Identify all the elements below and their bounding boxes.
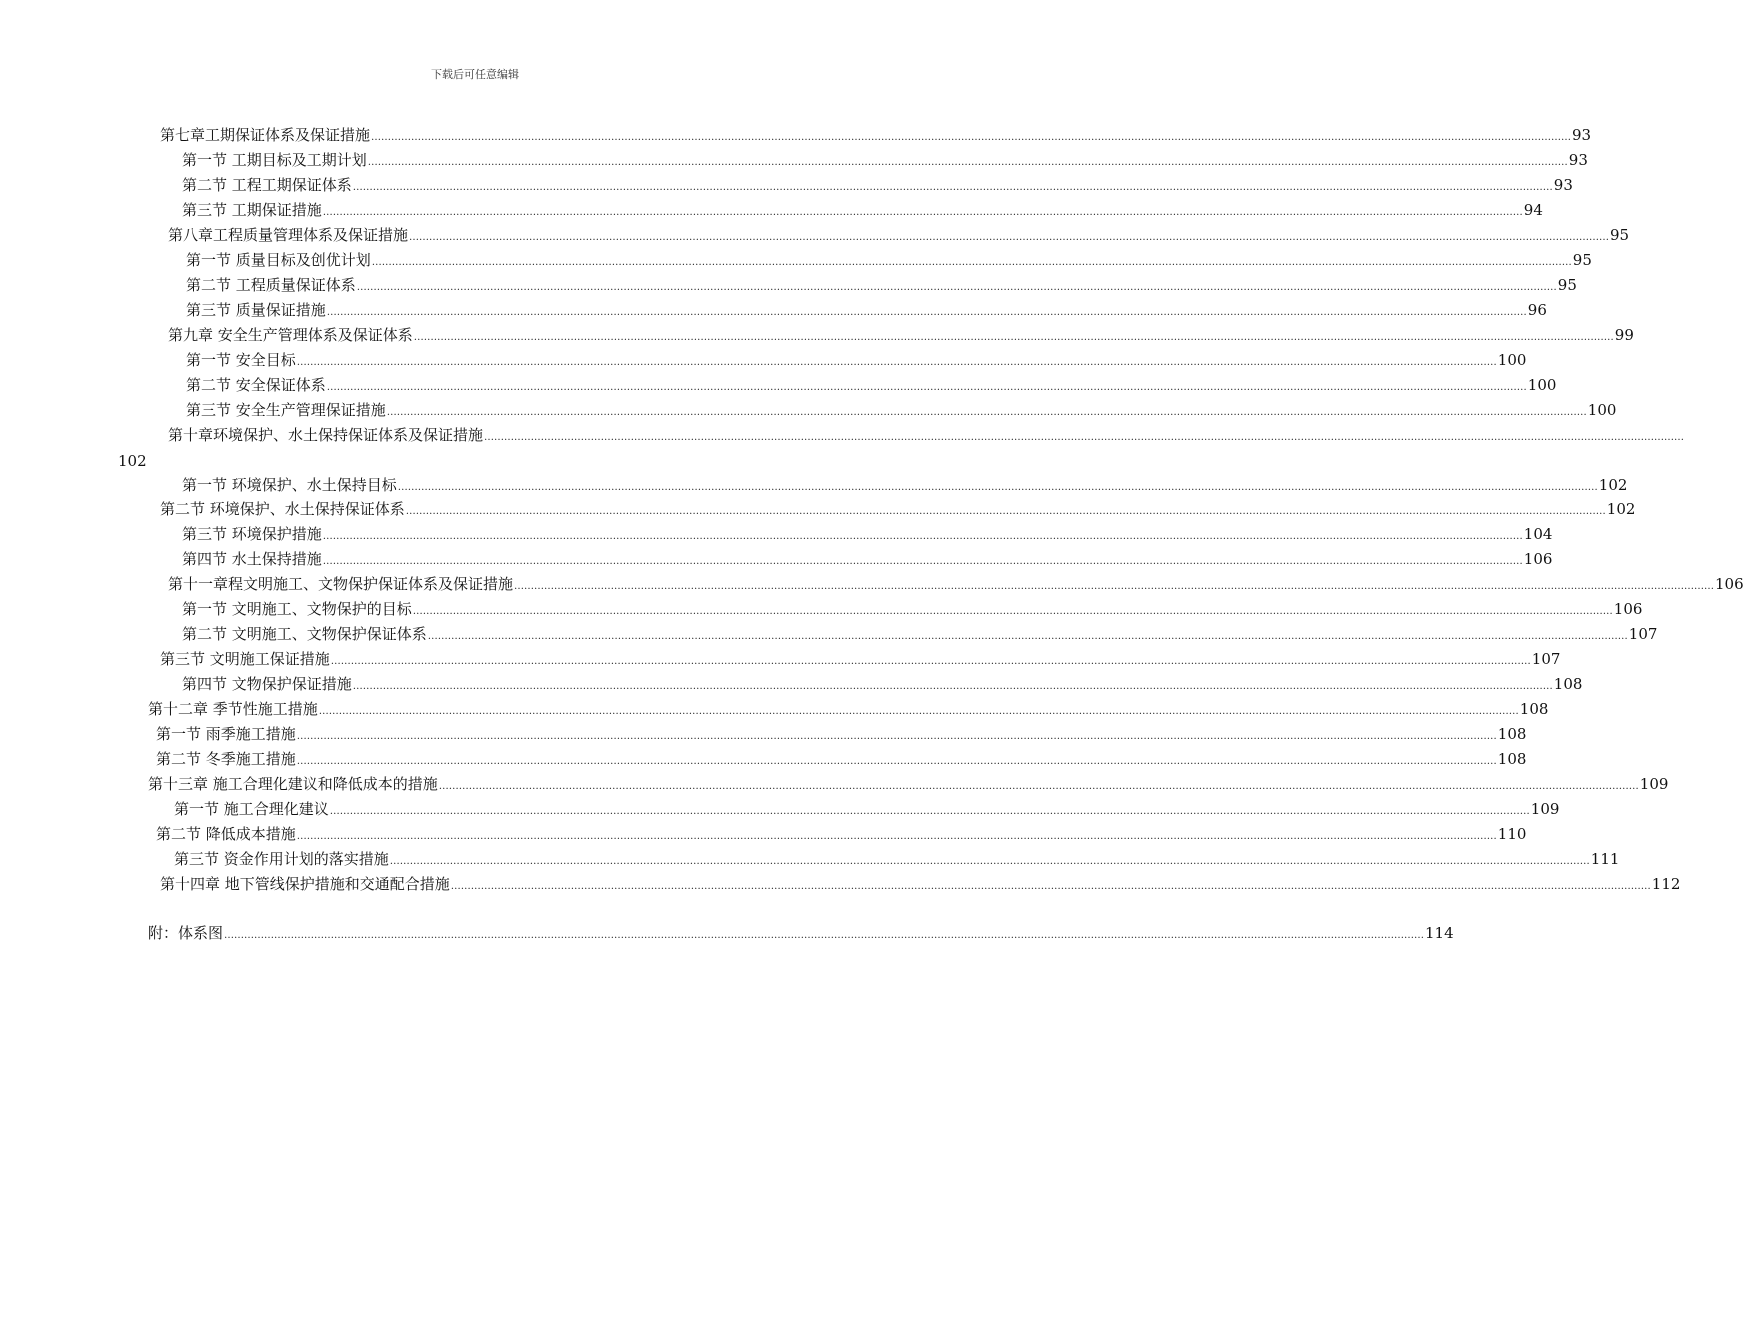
toc-entry-page: 112 [1651, 875, 1681, 893]
toc-entry[interactable] [168, 223, 1630, 247]
toc-entry-title: 第一节 质量目标及创优计划 [186, 251, 371, 269]
dot-leader: ……………………………………………………………………………………………………………………………………………………………………………………………………………………………………………………………………………………………………………………………… [296, 756, 1497, 767]
toc-entry[interactable] [168, 572, 1744, 596]
dot-leader: ……………………………………………………………………………………………………………………………………………………………………………………………………………………………………………………………………………………………………………………………… [427, 631, 1628, 642]
toc-entry[interactable] [186, 373, 1557, 397]
dot-leader: ……………………………………………………………………………………………………………………………………………………………………………………………………………………………………………………………………………………………………………………………… [412, 606, 1613, 617]
toc-entry[interactable] [160, 497, 1636, 521]
dot-leader: ……………………………………………………………………………………………………………………………………………………………………………………………………………………………………………………………………………………………………………………………… [352, 681, 1553, 692]
page-header: 下载后可任意编辑 [431, 68, 519, 81]
toc-entry[interactable] [182, 198, 1543, 222]
toc-entry-title: 第一节 安全目标 [186, 351, 296, 369]
toc-entry[interactable] [148, 697, 1549, 721]
toc-entry-page: 100 [1527, 376, 1557, 394]
dot-leader: ……………………………………………………………………………………………………………………………………………………………………………………………………………………………………………………………………………………………………………………………… [371, 257, 1572, 268]
toc-entry-title: 第一节 施工合理化建议 [174, 800, 329, 818]
toc-entry-page: 95 [1610, 226, 1630, 244]
toc-entry-page: 95 [1572, 251, 1592, 269]
dot-leader: ……………………………………………………………………………………………………………………………………………………………………………………………………………………………………………………………………………………………………………………………… [371, 132, 1572, 143]
toc-entry-title: 第二节 工程工期保证体系 [182, 176, 352, 194]
toc-entry-title: 第九章 安全生产管理体系及保证体系 [168, 326, 413, 344]
toc-entry-title: 第一节 环境保护、水土保持目标 [182, 476, 397, 494]
toc-entry[interactable] [182, 473, 1628, 497]
toc-entry-title: 第二节 冬季施工措施 [156, 750, 296, 768]
toc-entry-page: 114 [1425, 924, 1454, 942]
toc-entry-title: 第二节 环境保护、水土保持保证体系 [160, 500, 405, 518]
toc-entry[interactable] [186, 298, 1547, 322]
toc-entry-title: 第一节 文明施工、文物保护的目标 [182, 600, 412, 618]
dot-leader: ……………………………………………………………………………………………………………………………………………………………………………………………………………………………………………………………………………………………………………………………… [405, 506, 1606, 517]
toc-entry[interactable] [174, 847, 1620, 871]
toc-entry-page: 108 [1497, 725, 1527, 743]
dot-leader: ……………………………………………………………………………………………………………………………………………………………………………………………………………………………………………………………………………………………………………………………… [413, 332, 1614, 343]
toc-entry-title: 第三节 文明施工保证措施 [160, 650, 330, 668]
toc-entry-title: 第八章工程质量管理体系及保证措施 [168, 226, 409, 244]
toc-entry-wrapped[interactable] [168, 423, 1685, 447]
toc-entry-page: 108 [1553, 675, 1583, 693]
toc-entry-title: 第二节 安全保证体系 [186, 376, 326, 394]
toc-entry-page: 102 [1598, 476, 1628, 494]
toc-entry[interactable] [160, 123, 1592, 147]
dot-leader: ……………………………………………………………………………………………………………………………………………………………………………………………………………………………………………………………………………………………………………………………… [409, 232, 1610, 243]
dot-leader: ……………………………………………………………………………………………………………………………………………………………………………………………………………………………………………………………………………………………………………………………… [484, 432, 1685, 443]
toc-entry-page: 94 [1523, 201, 1543, 219]
toc-entry[interactable] [148, 921, 1454, 945]
toc-entry[interactable] [156, 822, 1527, 846]
toc-entry-page: 106 [1523, 550, 1553, 568]
toc-entry-page: 100 [1497, 351, 1527, 369]
toc-entry-page: 108 [1497, 750, 1527, 768]
dot-leader: ……………………………………………………………………………………………………………………………………………………………………………………………………………………………………………………………………………………………………………………………… [224, 930, 1425, 941]
toc-entry[interactable] [186, 398, 1617, 422]
toc-entry-page: 95 [1557, 276, 1577, 294]
toc-entry-title: 第十一章程文明施工、文物保护保证体系及保证措施 [168, 575, 514, 593]
toc-entry-page: 99 [1614, 326, 1634, 344]
toc-entry[interactable] [182, 547, 1553, 571]
dot-leader: ……………………………………………………………………………………………………………………………………………………………………………………………………………………………………………………………………………………………………………………………… [296, 731, 1497, 742]
dot-leader: ……………………………………………………………………………………………………………………………………………………………………………………………………………………………………………………………………………………………………………………………… [322, 207, 1523, 218]
toc-entry-title: 第三节 环境保护措施 [182, 525, 322, 543]
dot-leader: ……………………………………………………………………………………………………………………………………………………………………………………………………………………………………………………………………………………………………………………………… [318, 706, 1519, 717]
toc-entry-page: 100 [1587, 401, 1617, 419]
dot-leader: ……………………………………………………………………………………………………………………………………………………………………………………………………………………………………………………………………………………………………………………………… [326, 382, 1527, 393]
toc-entry-title: 第十章环境保护、水土保持保证体系及保证措施 [168, 426, 484, 444]
toc-entry-page: 104 [1523, 525, 1553, 543]
toc-entry[interactable] [182, 672, 1583, 696]
toc-entry-page: 107 [1531, 650, 1561, 668]
dot-leader: ……………………………………………………………………………………………………………………………………………………………………………………………………………………………………………………………………………………………………………………………… [386, 407, 1587, 418]
toc-entry[interactable] [148, 772, 1669, 796]
dot-leader: ……………………………………………………………………………………………………………………………………………………………………………………………………………………………………………………………………………………………………………………………… [296, 831, 1497, 842]
toc-entry-title: 第一节 雨季施工措施 [156, 725, 296, 743]
toc-entry[interactable] [160, 872, 1681, 896]
toc-entry-title: 第十二章 季节性施工措施 [148, 700, 318, 718]
toc-entry[interactable] [174, 797, 1560, 821]
toc-entry[interactable] [186, 248, 1592, 272]
toc-entry-title: 第一节 工期目标及工期计划 [182, 151, 367, 169]
dot-leader: ……………………………………………………………………………………………………………………………………………………………………………………………………………………………………………………………………………………………………………………………… [389, 856, 1590, 867]
toc-entry-title: 第十三章 施工合理化建议和降低成本的措施 [148, 775, 438, 793]
toc-entry-page: 107 [1628, 625, 1658, 643]
dot-leader: ……………………………………………………………………………………………………………………………………………………………………………………………………………………………………………………………………………………………………………………………… [296, 357, 1497, 368]
dot-leader: ……………………………………………………………………………………………………………………………………………………………………………………………………………………………………………………………………………………………………………………………… [367, 157, 1568, 168]
toc-entry[interactable] [182, 173, 1573, 197]
dot-leader: ……………………………………………………………………………………………………………………………………………………………………………………………………………………………………………………………………………………………………………………………… [438, 781, 1639, 792]
toc-entry-title: 第三节 质量保证措施 [186, 301, 326, 319]
dot-leader: ……………………………………………………………………………………………………………………………………………………………………………………………………………………………………………………………………………………………………………………………… [326, 307, 1527, 318]
dot-leader: ……………………………………………………………………………………………………………………………………………………………………………………………………………………………………………………………………………………………………………………………… [330, 656, 1531, 667]
toc-entry-title: 第二节 降低成本措施 [156, 825, 296, 843]
dot-leader: ……………………………………………………………………………………………………………………………………………………………………………………………………………………………………………………………………………………………………………………………… [322, 556, 1523, 567]
toc-entry-page: 111 [1590, 850, 1620, 868]
toc-entry-page: 108 [1519, 700, 1549, 718]
toc-entry-page: 96 [1527, 301, 1547, 319]
dot-leader: ……………………………………………………………………………………………………………………………………………………………………………………………………………………………………………………………………………………………………………………………… [397, 482, 1598, 493]
toc-entry-page: 106 [1715, 575, 1744, 593]
toc-entry-title: 第四节 文物保护保证措施 [182, 675, 352, 693]
toc-entry[interactable] [168, 323, 1634, 347]
toc-entry-title: 第四节 水土保持措施 [182, 550, 322, 568]
toc-entry-page: 109 [1639, 775, 1669, 793]
toc-entry-title: 第三节 工期保证措施 [182, 201, 322, 219]
toc-entry[interactable] [182, 597, 1643, 621]
dot-leader: ……………………………………………………………………………………………………………………………………………………………………………………………………………………………………………………………………………………………………………………………… [450, 881, 1651, 892]
toc-entry-page: 106 [1613, 600, 1643, 618]
toc-entry-page: 93 [1568, 151, 1588, 169]
toc-entry[interactable] [186, 348, 1527, 372]
dot-leader: ……………………………………………………………………………………………………………………………………………………………………………………………………………………………………………………………………………………………………………………………… [329, 806, 1530, 817]
toc-entry-page: 93 [1553, 176, 1573, 194]
toc-entry[interactable] [182, 622, 1658, 646]
toc-entry[interactable] [156, 722, 1527, 746]
toc-entry-page: 110 [1497, 825, 1527, 843]
toc-entry-page-wrapped: 102 [118, 452, 147, 470]
toc-entry-title: 第三节 安全生产管理保证措施 [186, 401, 386, 419]
toc-entry-title: 附：体系图 [148, 924, 224, 942]
toc-entry[interactable] [160, 647, 1561, 671]
toc-entry-title: 第三节 资金作用计划的落实措施 [174, 850, 389, 868]
toc-entry-title: 第二节 工程质量保证体系 [186, 276, 356, 294]
toc-entry-page: 102 [1606, 500, 1636, 518]
dot-leader: ……………………………………………………………………………………………………………………………………………………………………………………………………………………………………………………………………………………………………………………………… [352, 182, 1553, 193]
dot-leader: ……………………………………………………………………………………………………………………………………………………………………………………………………………………………………………………………………………………………………………………………… [322, 531, 1523, 542]
toc-entry[interactable] [182, 522, 1553, 546]
toc-entry-title: 第七章工期保证体系及保证措施 [160, 126, 371, 144]
toc-entry-page: 93 [1572, 126, 1592, 144]
dot-leader: ……………………………………………………………………………………………………………………………………………………………………………………………………………………………………………………………………………………………………………………………… [356, 282, 1557, 293]
dot-leader: ……………………………………………………………………………………………………………………………………………………………………………………………………………………………………………………………………………………………………………………………… [514, 581, 1715, 592]
toc-entry-page: 109 [1530, 800, 1560, 818]
toc-entry-title: 第二节 文明施工、文物保护保证体系 [182, 625, 427, 643]
toc-entry-title: 第十四章 地下管线保护措施和交通配合措施 [160, 875, 450, 893]
toc-entry[interactable] [186, 273, 1577, 297]
toc-entry[interactable] [156, 747, 1527, 771]
toc-entry[interactable] [182, 148, 1588, 172]
